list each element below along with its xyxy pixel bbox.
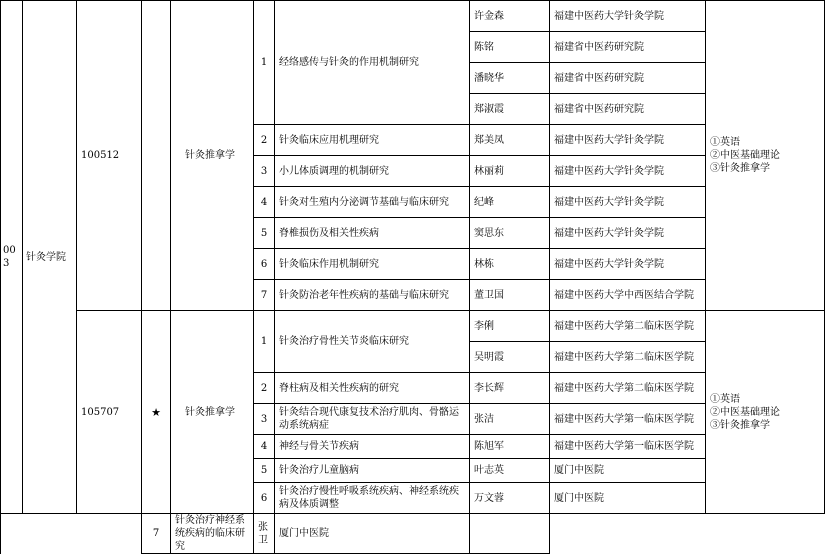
- exam-subject-3: ③针灸推拿学: [710, 419, 770, 431]
- advisor-name: 陈旭军: [470, 435, 550, 459]
- direction-title: 脊柱病及相关性疾病的研究: [275, 373, 470, 404]
- direction-title: 针灸结合现代康复技术治疗肌肉、骨骼运动系统病症: [275, 404, 470, 435]
- major-code: 100512: [77, 1, 142, 311]
- direction-no: 7: [142, 514, 171, 554]
- direction-title: 脊椎损伤及相关性疾病: [275, 218, 470, 249]
- direction-title: 针灸治疗儿童脑病: [275, 459, 470, 483]
- advisor-name: 吴明霞: [470, 342, 550, 373]
- major-name: 针灸推拿学: [171, 1, 254, 311]
- advisor-unit: 福建中医药大学针灸学院: [550, 156, 706, 187]
- direction-title: 针灸防治老年性疾病的基础与临床研究: [275, 280, 470, 311]
- exam-subjects: [706, 311, 825, 514]
- advisor-unit: 福建中医药大学中西医结合学院: [550, 280, 706, 311]
- advisor-name: 林丽莉: [470, 156, 550, 187]
- direction-no: 1: [254, 311, 275, 373]
- direction-no: 5: [254, 459, 275, 483]
- exam-subject-2: ②中医基础理论: [710, 150, 780, 161]
- direction-no: 1: [254, 1, 275, 125]
- spacer-cell: [470, 514, 550, 554]
- direction-no: 2: [254, 373, 275, 404]
- exam-subjects: [706, 1, 825, 311]
- advisor-unit: 福建省中医药研究院: [550, 63, 706, 94]
- advisor-unit: 福建中医药大学第二临床医学院: [550, 373, 706, 404]
- advisor-name: 叶志英: [470, 459, 550, 483]
- exam-subject-2: ②中医基础理论: [710, 406, 780, 418]
- college-name: 针灸学院: [23, 1, 77, 514]
- advisor-unit: 厦门中医院: [550, 459, 706, 483]
- advisor-unit: 福建中医药大学第二临床医学院: [550, 311, 706, 342]
- exam-subject-1: ①英语: [710, 393, 740, 405]
- advisor-name: 许金森: [470, 1, 550, 32]
- advisor-unit: 福建省中医药研究院: [550, 32, 706, 63]
- direction-no: 6: [254, 483, 275, 514]
- direction-title: 针灸治疗神经系统疾病的临床研究: [171, 514, 254, 554]
- exam-subject-3: ③针灸推拿学: [710, 163, 770, 174]
- direction-no: 6: [254, 249, 275, 280]
- exam-subject-1: ①英语: [710, 137, 740, 148]
- direction-title: 针灸临床作用机制研究: [275, 249, 470, 280]
- advisor-name: 潘晓华: [470, 63, 550, 94]
- direction-no: 5: [254, 218, 275, 249]
- advisor-name: 李长辉: [470, 373, 550, 404]
- advisor-name: 张洁: [470, 404, 550, 435]
- direction-no: 4: [254, 187, 275, 218]
- direction-title: 神经与骨关节疾病: [275, 435, 470, 459]
- direction-no: 3: [254, 404, 275, 435]
- direction-title: 针灸临床应用机理研究: [275, 125, 470, 156]
- advisor-unit: 福建中医药大学针灸学院: [550, 125, 706, 156]
- advisor-name: 纪峰: [470, 187, 550, 218]
- advisor-name: 李俐: [470, 311, 550, 342]
- advisor-name: 陈铭: [470, 32, 550, 63]
- major-star: ★: [142, 311, 171, 514]
- advisor-unit: 福建省中医药研究院: [550, 94, 706, 125]
- advisor-unit: 福建中医药大学第一临床医学院: [550, 404, 706, 435]
- advisor-name: 郑美凤: [470, 125, 550, 156]
- direction-no: 3: [254, 156, 275, 187]
- advisor-name: 张卫: [254, 514, 275, 554]
- major-star: [142, 1, 171, 311]
- advisor-unit: 厦门中医院: [550, 483, 706, 514]
- direction-title: 针灸治疗慢性呼吸系统疾病、神经系统疾病及体质调整: [275, 483, 470, 514]
- advisor-unit: 福建中医药大学第二临床医学院: [550, 342, 706, 373]
- college-code: 003: [1, 1, 23, 514]
- advisor-name: 林栋: [470, 249, 550, 280]
- spacer-cell: [1, 514, 142, 554]
- advisor-name: 董卫国: [470, 280, 550, 311]
- advisor-name: 万文蓉: [470, 483, 550, 514]
- direction-no: 4: [254, 435, 275, 459]
- direction-title: 针灸治疗骨性关节炎临床研究: [275, 311, 470, 373]
- advisor-unit: 福建中医药大学针灸学院: [550, 249, 706, 280]
- advisor-unit: 福建中医药大学针灸学院: [550, 1, 706, 32]
- advisor-unit: 厦门中医院: [275, 514, 470, 554]
- advisor-name: 郑淑霞: [470, 94, 550, 125]
- advisor-unit: 福建中医药大学针灸学院: [550, 187, 706, 218]
- advisor-unit: 福建中医药大学第一临床医学院: [550, 435, 706, 459]
- direction-title: 经络感传与针灸的作用机制研究: [275, 1, 470, 125]
- advisor-unit: 福建中医药大学针灸学院: [550, 218, 706, 249]
- advisor-name: 窦思东: [470, 218, 550, 249]
- direction-no: 2: [254, 125, 275, 156]
- major-name: 针灸推拿学: [171, 311, 254, 514]
- major-code: 105707: [77, 311, 142, 514]
- direction-no: 7: [254, 280, 275, 311]
- direction-title: 针灸对生殖内分泌调节基础与临床研究: [275, 187, 470, 218]
- direction-title: 小儿体质调理的机制研究: [275, 156, 470, 187]
